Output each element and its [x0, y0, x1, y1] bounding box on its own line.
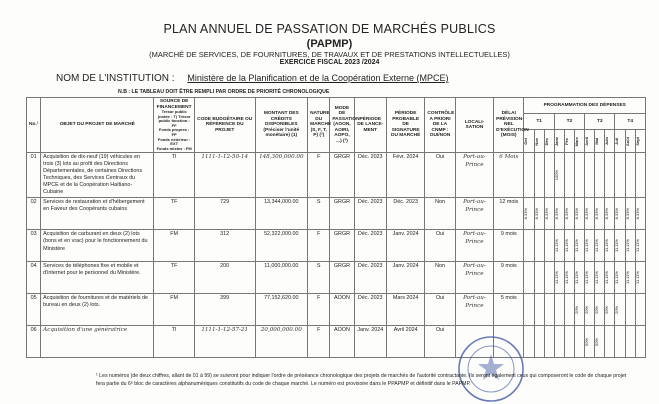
month-label: Mai — [594, 138, 600, 145]
table-row — [27, 262, 646, 294]
row-code: 1111-1-12-50-14 — [194, 153, 255, 198]
prog-value: 8.33% — [604, 208, 610, 220]
prog-value: 8.33% — [614, 208, 620, 220]
row-delai: 9 mois — [494, 262, 524, 294]
month-sept — [635, 130, 645, 153]
month-label: Nov — [533, 137, 539, 146]
row-source: TF — [154, 198, 194, 230]
prog-cell — [575, 153, 585, 198]
row-code: 1111-1-12-57-21 — [194, 326, 255, 358]
row-no: 03 — [27, 230, 41, 262]
row-controle: Oui — [425, 230, 455, 262]
table-row — [27, 294, 646, 326]
prog-cell — [615, 262, 625, 294]
prog-value: 11.11% — [553, 239, 559, 253]
prog-cell — [534, 230, 544, 262]
month-label: Juil — [614, 137, 620, 145]
prog-cell — [605, 326, 615, 358]
month-label: Sept — [634, 137, 640, 146]
row-controle: Oui — [425, 153, 455, 198]
col-source-legend2: Fonds propres : FP — [158, 127, 190, 137]
prog-cell — [615, 153, 625, 198]
quarter-t4: T4 — [615, 114, 646, 130]
row-objet: Services de restauration et d'hébergement en Faveur des Coopérants cubains — [41, 198, 154, 230]
prog-value: 11.11% — [574, 239, 579, 253]
table-row — [27, 153, 646, 198]
prog-value: 8.33% — [594, 208, 600, 220]
prog-cell — [635, 230, 645, 262]
prog-cell — [544, 294, 554, 326]
prog-cell — [635, 326, 645, 358]
row-nature: F — [308, 153, 330, 198]
prog-value: 11.11% — [614, 271, 620, 285]
table-row — [27, 326, 646, 358]
col-delai: DÉLAI PRÉVISION-NEL D'EXÉCUTION (MOIS) — [494, 98, 524, 153]
row-controle: Non — [425, 198, 455, 230]
prog-cell — [544, 262, 554, 294]
col-nature: NATURE DU MARCHÉ (S, F, T, P) (²) — [308, 98, 330, 153]
prog-cell — [564, 294, 574, 326]
month-label: Juin — [604, 137, 610, 146]
fiscal-year: EXERCICE FISCAL 2023 /2024 — [279, 59, 380, 66]
row-objet: Services de téléphones fixe et mobile et d'internet pour le personnel du Ministère. — [41, 262, 154, 294]
prog-cell — [595, 153, 605, 198]
prog-value: 11.11% — [563, 271, 569, 285]
prog-cell — [615, 230, 625, 262]
quarter-t3: T3 — [585, 114, 615, 130]
prog-cell — [635, 262, 645, 294]
prog-value: 8.33% — [624, 208, 630, 220]
row-no: 05 — [27, 294, 41, 326]
prog-value: 11.11% — [574, 271, 579, 285]
row-mode: GRGR — [330, 198, 354, 230]
month-label: Août — [624, 136, 630, 146]
row-signature: Mars 2024 — [386, 294, 424, 326]
row-objet: Acquisition de fournitures et de matériels de bureau en deux (2) lots. — [41, 294, 154, 326]
prog-value: 50% — [594, 337, 600, 346]
month-label: Déc — [543, 137, 549, 146]
prog-cell — [635, 153, 645, 198]
prog-value: 20% — [604, 305, 610, 314]
row-localisation: Port-au-Prince — [455, 262, 493, 294]
prog-cell — [615, 326, 625, 358]
prog-cell — [615, 294, 625, 326]
prog-value: 11.11% — [624, 271, 630, 285]
prog-value: 8.33% — [533, 208, 539, 220]
prog-cell — [635, 198, 645, 230]
col-code: CODE BUDGÉTAIRE OU RÉFÉRENCE DU PROJET — [194, 98, 255, 153]
prog-value: 8.33% — [574, 208, 579, 220]
row-delai: 12 mois — [494, 198, 524, 230]
month-fev — [564, 130, 574, 153]
row-lancement: Déc. 2023 — [354, 294, 386, 326]
row-mode: GRGR — [330, 230, 354, 262]
row-controle: Oui — [425, 294, 455, 326]
prog-value: 20% — [614, 305, 620, 314]
row-nature: F — [308, 326, 330, 358]
col-no: No.¹ — [27, 98, 41, 153]
prog-cell — [625, 230, 635, 262]
row-code: 200 — [194, 262, 255, 294]
prog-cell — [564, 326, 574, 358]
table-row — [27, 230, 646, 262]
row-no: 01 — [27, 153, 41, 198]
row-montant: 20,000,000.00 — [255, 326, 308, 358]
document-acronym: (PAPMP) — [306, 38, 353, 50]
prog-value: 11.11% — [594, 239, 600, 253]
month-label: Fév — [563, 137, 569, 145]
quarter-t1: T1 — [524, 114, 554, 130]
prog-cell — [534, 294, 544, 326]
prog-value: 50% — [584, 337, 590, 346]
prog-value: 11.11% — [584, 271, 590, 285]
prog-cell — [524, 262, 534, 294]
priority-note: N.B : LE TABLEAU DOIT ÊTRE REMPLI PAR ORDRE DE PRIORITÉ CHRONOLOGIQUE — [118, 89, 330, 95]
prog-cell — [585, 153, 595, 198]
row-nature: F — [308, 230, 330, 262]
row-localisation: Port-au-Prince — [455, 294, 493, 326]
row-lancement: Janv. 2024 — [354, 326, 386, 358]
row-signature: Avril 2024 — [386, 326, 424, 358]
prog-cell — [534, 198, 544, 230]
month-label: Janv — [553, 136, 559, 146]
month-dec — [544, 130, 554, 153]
prog-cell — [524, 294, 534, 326]
month-aout — [625, 130, 635, 153]
prog-cell — [625, 326, 635, 358]
row-delai: 9 mois — [494, 230, 524, 262]
prog-value: 100% — [553, 170, 559, 181]
row-mode: AOON — [330, 294, 354, 326]
row-mode: GRGR — [330, 262, 354, 294]
prog-cell — [554, 262, 564, 294]
col-signature: PÉRIODE PROBABLE DE SIGNATURE DU MARCHÉ — [386, 98, 424, 153]
procurement-table — [26, 97, 646, 358]
row-mode: AOON — [330, 326, 354, 358]
prog-cell — [605, 153, 615, 198]
col-programmation: PROGRAMMATION DES DÉPENSES — [524, 98, 646, 114]
prog-cell — [524, 230, 534, 262]
prog-value: 11.11% — [563, 239, 569, 253]
col-source-legend: Trésor public (notée : T) Trésor public fonction.: FF — [157, 109, 191, 128]
row-signature: Janv. 2024 — [386, 230, 424, 262]
prog-value: 8.33% — [553, 208, 559, 220]
row-montant: 52,322,000.00 — [255, 230, 308, 262]
institution-line — [56, 73, 449, 84]
prog-cell — [524, 153, 534, 198]
prog-cell — [534, 153, 544, 198]
col-source-legend3: Fonds extérieur : EXT — [157, 136, 191, 147]
row-nature: F — [308, 294, 330, 326]
row-nature: S — [308, 262, 330, 294]
month-juil — [615, 130, 625, 153]
row-objet: Acquisition de carburant en deux (2) lots (bons et en vrac) pour le fonctionnement du Ministère — [41, 230, 154, 262]
quarter-t2: T2 — [554, 114, 584, 130]
prog-value: 11.11% — [604, 239, 610, 253]
prog-value: 11.11% — [584, 239, 590, 253]
prog-value: 11.11% — [624, 239, 630, 253]
prog-cell — [524, 198, 534, 230]
prog-cell — [554, 326, 564, 358]
row-montant: 148,300,000.00 — [255, 153, 308, 198]
row-delai: 6 Mois — [494, 153, 524, 198]
row-montant: 13,344,000.00 — [255, 198, 308, 230]
footnote: ¹ Les numéros (de deux chiffres, allant de 01 à 99) se suivront pour indiquer l'ordre de préséance chronologique des projets de marchés de l'autorité contractante. Ils seront également ceux qui composeront le code de chaque projet fera partie du 6ᵉ bloc de caractères alphanumériques constitutifs du code de chaque marché. Le numéro est provisoire dans le PPAPMP et définitif dans le PAPMP. — [96, 373, 627, 387]
prog-cell — [544, 198, 554, 230]
prog-cell — [554, 198, 564, 230]
row-source: TF — [154, 262, 194, 294]
prog-value: 11.11% — [614, 239, 620, 253]
prog-cell — [544, 230, 554, 262]
prog-cell — [554, 230, 564, 262]
prog-cell — [625, 198, 635, 230]
prog-value: 20% — [594, 305, 600, 314]
prog-cell — [625, 153, 635, 198]
prog-value: 11.11% — [634, 271, 640, 285]
row-controle: Oui — [425, 326, 455, 358]
prog-value: 11.11% — [634, 239, 640, 253]
row-lancement: Déc. 2023 — [354, 153, 386, 198]
official-seal-icon — [456, 334, 526, 404]
col-source-legend4: Fonds mixtes : FM — [156, 145, 192, 151]
prog-cell — [625, 294, 635, 326]
row-localisation: Port-au-Prince — [455, 153, 493, 198]
header-row — [27, 98, 646, 114]
row-localisation: Port-au-Prince — [455, 230, 493, 262]
table-row — [27, 198, 646, 230]
row-code: 399 — [194, 294, 255, 326]
prog-value: 8.33% — [523, 208, 529, 220]
col-lancement: PÉRIODE DE LANCE-MENT — [354, 98, 386, 153]
prog-cell — [635, 294, 645, 326]
prog-value: 8.33% — [543, 208, 549, 220]
prog-cell — [544, 326, 554, 358]
prog-value: 8.33% — [634, 208, 640, 220]
prog-value: 20% — [574, 305, 579, 314]
row-montant: 11,000,000.00 — [255, 262, 308, 294]
prog-cell — [534, 326, 544, 358]
row-source: FM — [154, 230, 194, 262]
prog-value: 11.11% — [594, 271, 600, 285]
institution-label: NOM DE L'INSTITUTION : — [56, 73, 175, 84]
col-source-label: SOURCE DE FINANCEMENT — [156, 99, 192, 110]
row-localisation: Port-au-Prince — [455, 198, 493, 230]
prog-cell — [534, 262, 544, 294]
row-montant: 77,152,620.00 — [255, 294, 308, 326]
row-no: 04 — [27, 262, 41, 294]
document-subtitle: (MARCHÉ DE SERVICES, DE FOURNITURES, DE TRAVAUX ET DE PRESTATIONS INTELLECTUELLES) — [149, 50, 510, 59]
prog-cell — [625, 262, 635, 294]
row-objet: Acquisition d'une génératrice — [41, 326, 154, 358]
prog-cell — [564, 153, 574, 198]
col-objet: OBJET DU PROJET DE MARCHÉ — [41, 98, 154, 153]
prog-value: 11.11% — [553, 271, 559, 285]
row-no: 02 — [27, 198, 41, 230]
row-mode: GRGR — [330, 153, 354, 198]
row-source: TI — [154, 153, 194, 198]
row-code: 312 — [194, 230, 255, 262]
col-localisation: LOCALI-SATION — [455, 98, 493, 153]
row-code: 729 — [194, 198, 255, 230]
month-label: Avril — [584, 137, 590, 146]
row-lancement: Déc. 2023 — [354, 262, 386, 294]
prog-cell — [564, 262, 574, 294]
row-controle: Non — [425, 262, 455, 294]
col-montant: MONTANT DES CRÉDITS DISPONIBLES (Préciser l'unité monétaire) (1) — [255, 98, 308, 153]
row-no: 06 — [27, 326, 41, 358]
prog-cell — [564, 230, 574, 262]
row-objet: Acquisition de dix-neuf (19) véhicules en trois (3) lots au profit des Directions Départementales, de certaines Directions Techniques, des Services Centraux du MPCE et de la Coopération Haïtiano-Cubaine — [41, 153, 154, 198]
prog-value: 20% — [584, 305, 590, 314]
month-label: Mars — [574, 136, 579, 147]
month-label: Oct — [523, 138, 529, 145]
row-source: TI — [154, 326, 194, 358]
row-source: FM — [154, 294, 194, 326]
row-lancement: Déc. 2023 — [354, 198, 386, 230]
institution-name: Ministère de la Planification et de la Coopération Externe (MPCE) — [187, 73, 449, 83]
prog-cell — [554, 153, 564, 198]
row-signature: Févr. 2024 — [386, 153, 424, 198]
month-nov — [534, 130, 544, 153]
row-nature: S — [308, 198, 330, 230]
prog-cell — [564, 198, 574, 230]
prog-cell — [544, 153, 554, 198]
row-delai: 5 mois — [494, 294, 524, 326]
prog-value: 8.33% — [563, 208, 569, 220]
prog-cell — [615, 198, 625, 230]
col-source — [154, 98, 194, 153]
prog-cell — [554, 294, 564, 326]
prog-value: 8.33% — [584, 208, 590, 220]
row-signature: Déc. 2023 — [386, 198, 424, 230]
prog-cell — [595, 326, 605, 358]
col-mode: MODE DE PASSATION (AOON, AOIRI, AOPO, ...) (³) — [330, 98, 354, 153]
row-lancement: Déc. 2023 — [354, 230, 386, 262]
month-janv — [554, 130, 564, 153]
document-title: PLAN ANNUEL DE PASSATION DE MARCHÉS PUBLICS — [163, 22, 496, 36]
col-controle: CONTRÔLE A PRIORI DE LA CNMP : OUI/NON — [425, 98, 455, 153]
row-signature: Janv. 2024 — [386, 262, 424, 294]
prog-value: 11.11% — [604, 271, 610, 285]
